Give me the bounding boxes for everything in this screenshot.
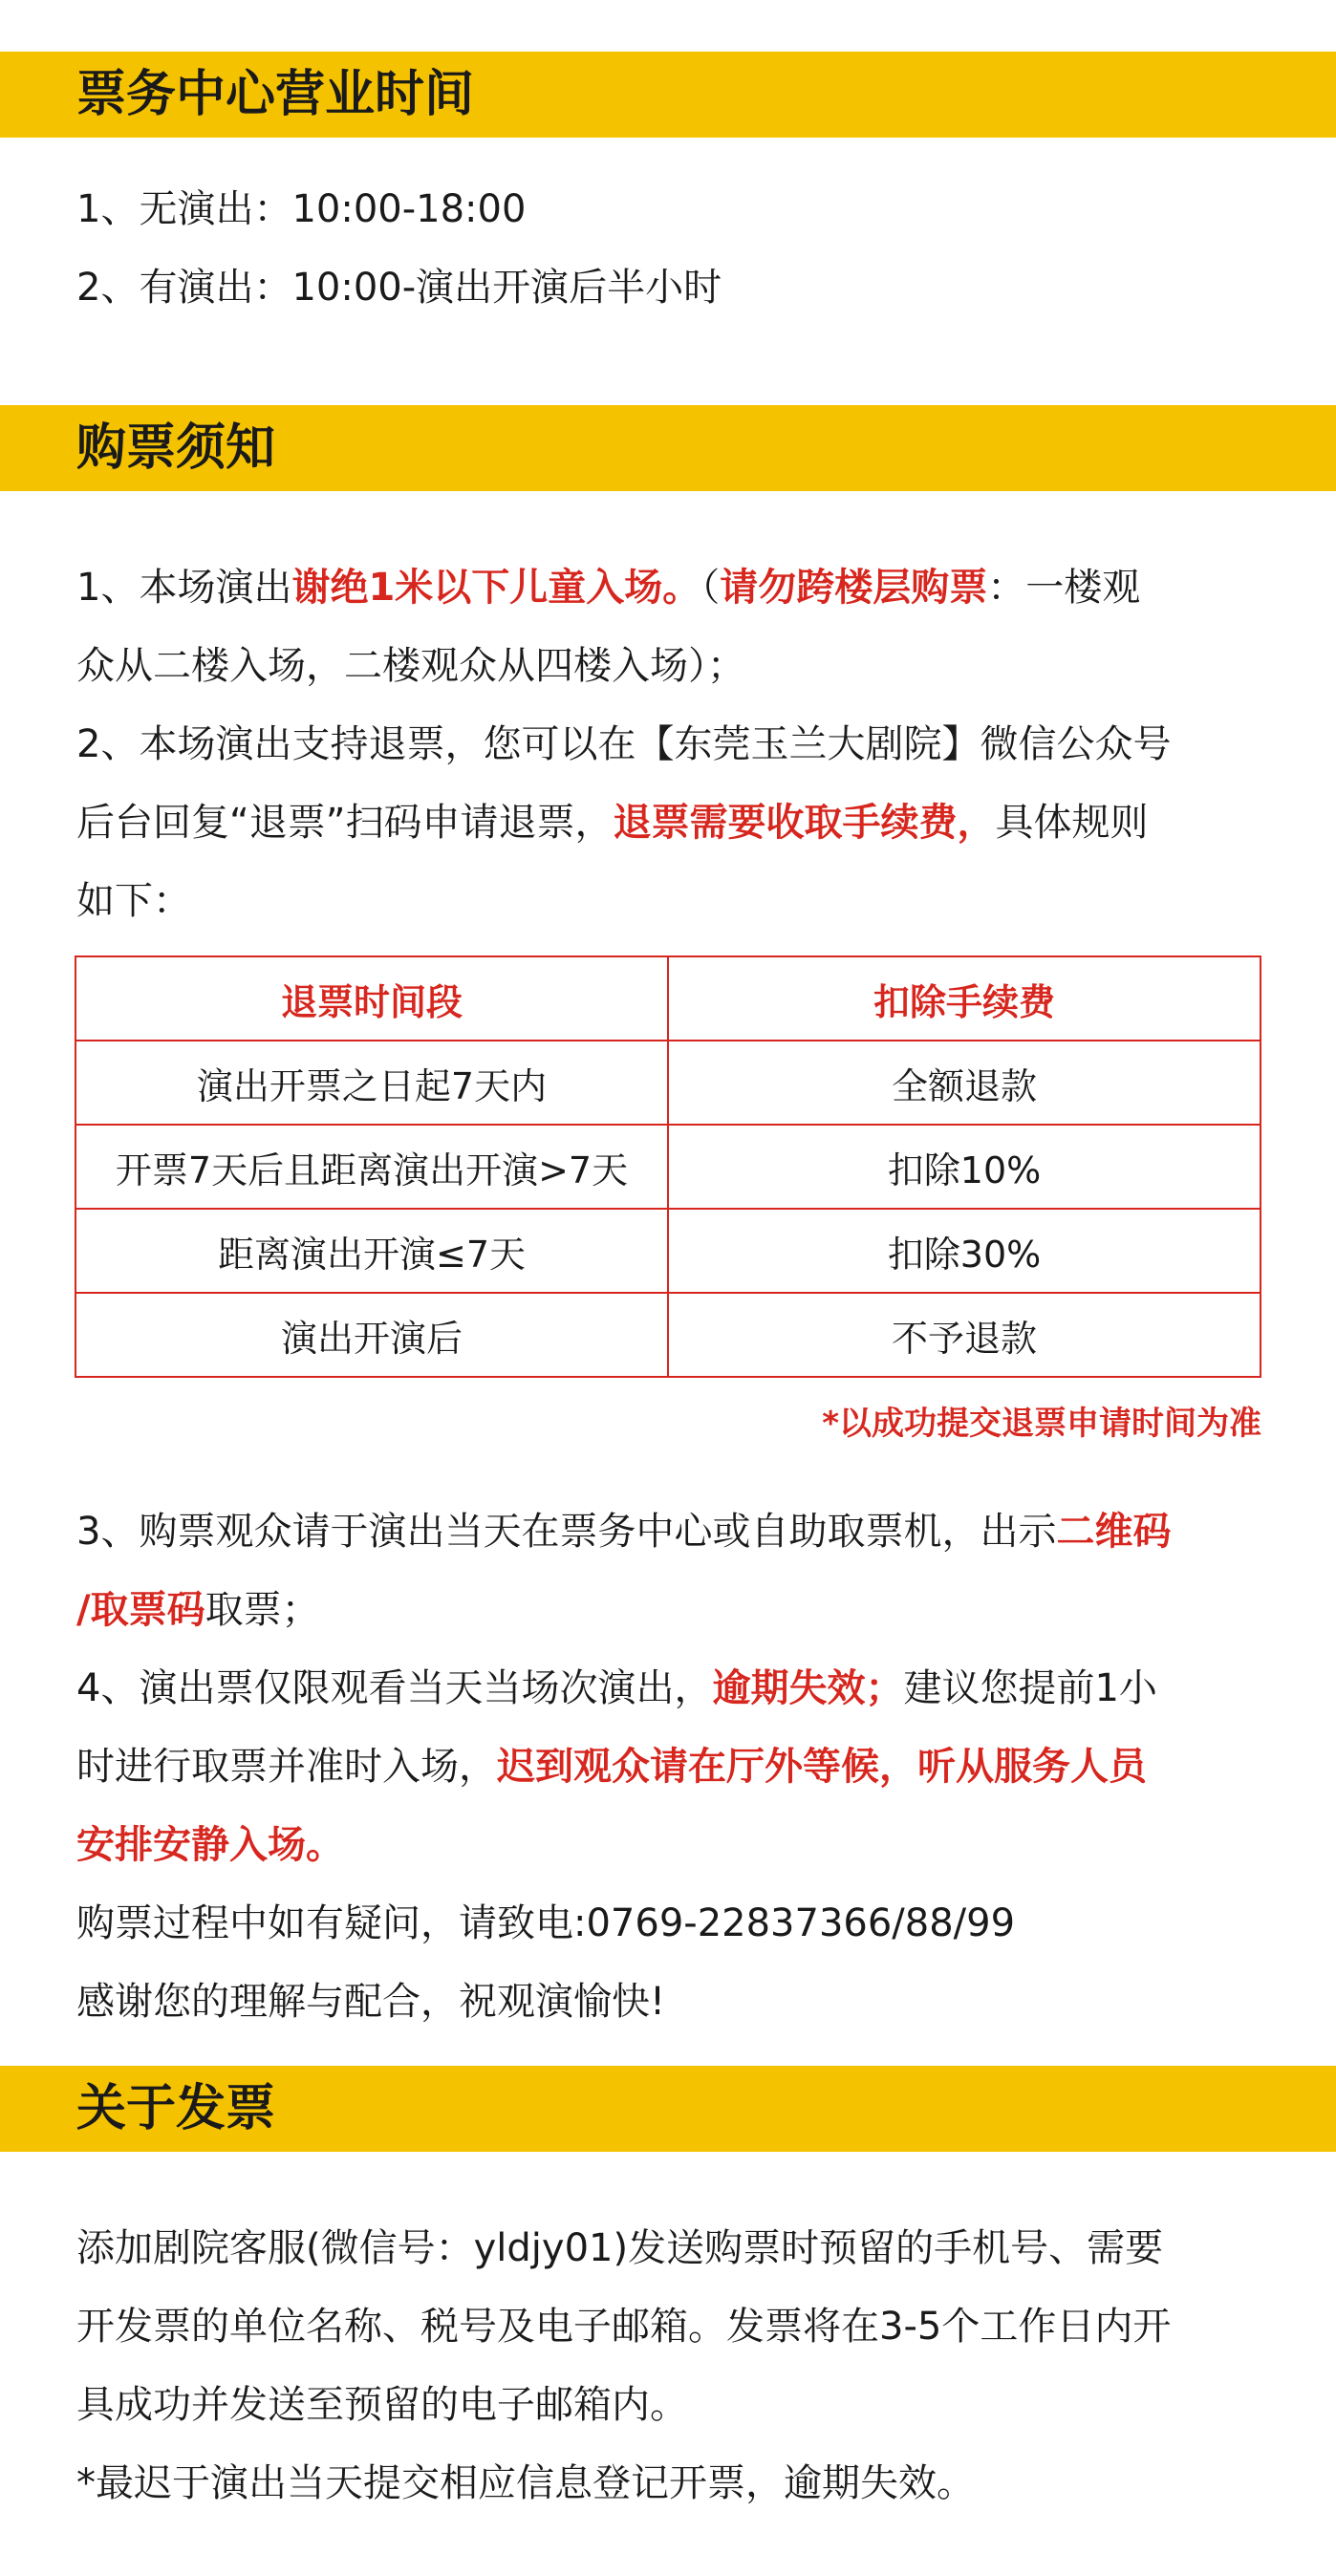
notice-p2-line2	[76, 784, 1261, 862]
invoice-text	[76, 2209, 1261, 2522]
invoice-line-2: 开发票的单位名称、税号及电子邮箱。发票将在3-5个工作日内开	[76, 2305, 1172, 2349]
text: 建议您提前1小	[903, 1666, 1157, 1710]
highlight-no-children: 谢绝1米以下儿童入场。	[291, 566, 701, 610]
table-cell-period: 开票7天后且距离演出开演>7天	[75, 1125, 668, 1209]
highlight-pickup-code: /取票码	[76, 1588, 205, 1632]
section-header-invoice	[0, 2066, 1336, 2152]
highlight-fee: 退票需要收取手续费，	[613, 801, 996, 845]
section-title-invoice: 关于发票	[76, 2080, 276, 2137]
hours-item-no-show: 1、无演出：10:00-18:00	[76, 187, 527, 231]
table-header-row	[75, 956, 1261, 1041]
table-row	[75, 1041, 1261, 1125]
table-cell-period: 演出开演后	[75, 1293, 668, 1377]
section-header-hours	[0, 52, 1336, 138]
table-cell-fee: 扣除30%	[668, 1209, 1261, 1293]
notice-p3-line1	[76, 1492, 1261, 1571]
section-header-notice	[0, 405, 1336, 491]
table-cell-fee: 不予退款	[668, 1293, 1261, 1377]
notice-p2-line3: 如下：	[76, 879, 191, 923]
text: 具体规则	[995, 801, 1149, 845]
section-title-hours: 票务中心营业时间	[76, 66, 475, 123]
table-cell-fee: 全额退款	[668, 1041, 1261, 1125]
table-footnote: *以成功提交退票申请时间为准	[822, 1405, 1261, 1443]
invoice-line-3: 具成功并发送至预留的电子邮箱内。	[76, 2383, 688, 2427]
hours-item-show: 2、有演出：10:00-演出开演后半小时	[76, 266, 722, 310]
text: 1、本场演出	[76, 566, 292, 610]
invoice-line-4: *最迟于演出当天提交相应信息登记开票，逾期失效。	[76, 2461, 975, 2505]
notice-p1-line1	[76, 548, 1261, 627]
text: 时进行取票并准时入场，	[76, 1745, 497, 1789]
notice-p4-line1	[76, 1649, 1261, 1728]
highlight-qr-code: 二维码	[1056, 1510, 1172, 1554]
highlight-late-audience: 迟到观众请在厅外等候，听从服务人员	[497, 1745, 1147, 1789]
table-cell-period: 演出开票之日起7天内	[75, 1041, 668, 1125]
notice-p4-line2	[76, 1728, 1261, 1806]
text: （	[700, 566, 721, 610]
notice-contact: 购票过程中如有疑问，请致电:0769-22837366/88/99	[76, 1901, 1016, 1945]
text: 取票；	[205, 1588, 320, 1632]
refund-rules-table	[75, 955, 1261, 1378]
table-cell-fee: 扣除10%	[668, 1125, 1261, 1209]
highlight-quiet-entry: 安排安静入场。	[76, 1823, 344, 1867]
table-row	[75, 1293, 1261, 1377]
table-header-period: 退票时间段	[75, 956, 668, 1041]
text: 3、购票观众请于演出当天在票务中心或自助取票机，出示	[76, 1510, 1057, 1554]
hours-list	[76, 170, 1261, 327]
notice-paragraphs-top	[76, 548, 1261, 940]
notice-p1-line2: 众从二楼入场，二楼观众从四楼入场）；	[76, 644, 745, 688]
table-header-fee: 扣除手续费	[668, 956, 1261, 1041]
highlight-expired: 逾期失效；	[712, 1666, 904, 1710]
section-title-notice: 购票须知	[76, 419, 276, 477]
table-row	[75, 1209, 1261, 1293]
text: 后台回复“退票”扫码申请退票，	[76, 801, 614, 845]
invoice-line-1: 添加剧院客服(微信号：yldjy01)发送购票时预留的手机号、需要	[76, 2226, 1164, 2270]
table-cell-period: 距离演出开演≤7天	[75, 1209, 668, 1293]
notice-thanks: 感谢您的理解与配合，祝观演愉快!	[76, 1980, 666, 2024]
text: 4、演出票仅限观看当天当场次演出，	[76, 1666, 713, 1710]
highlight-no-cross-floor: 请勿跨楼层购票	[720, 566, 988, 610]
text: ：一楼观	[987, 566, 1141, 610]
notice-p4-line3	[76, 1806, 1261, 1884]
notice-p3-line2	[76, 1571, 1261, 1649]
notice-p2-line1: 2、本场演出支持退票，您可以在【东莞玉兰大剧院】微信公众号	[76, 722, 1172, 766]
table-row	[75, 1125, 1261, 1209]
notice-paragraphs-bottom	[76, 1492, 1261, 2041]
